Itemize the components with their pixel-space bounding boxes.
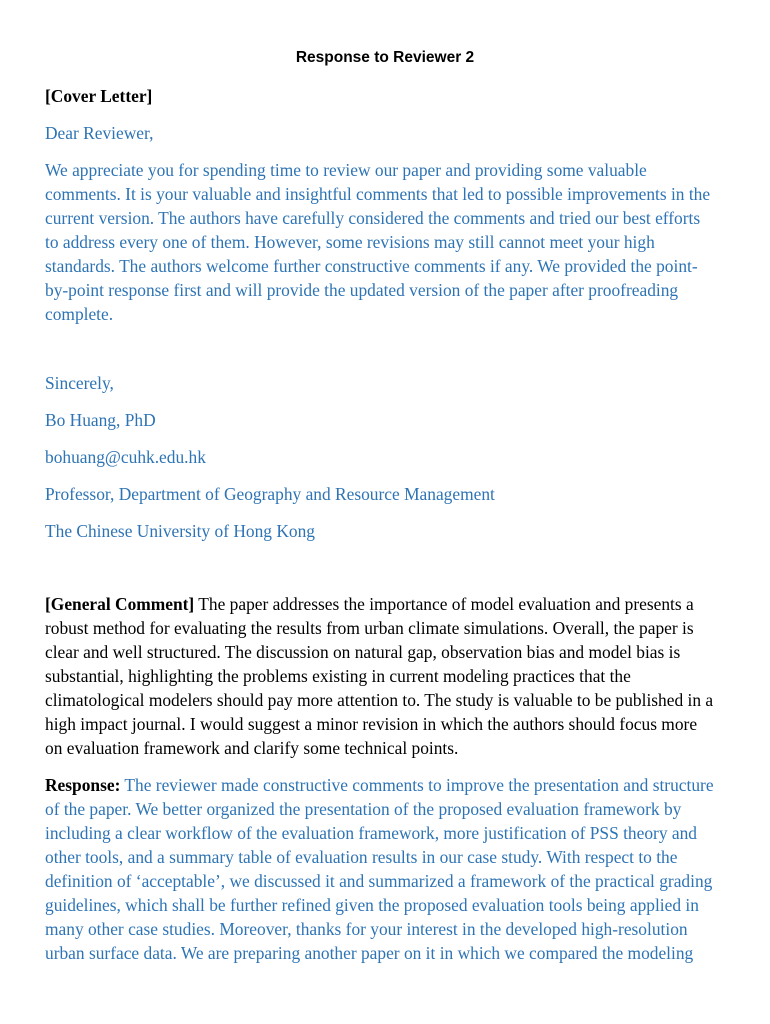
cover-letter-heading: [Cover Letter]	[45, 86, 153, 106]
intro-line: comments. It is your valuable and insightful comments that led to possible improvements in the	[45, 184, 711, 204]
intro-line: We appreciate you for spending time to review our paper and providing some valuable	[45, 160, 647, 180]
response-line: other tools, and a summary table of evaluation results in our case study. With respect to the	[45, 847, 678, 867]
intro-paragraph	[45, 158, 735, 326]
general-comment-line: substantial, highlighting the problems existing in current modeling practices that the	[45, 666, 631, 686]
response	[45, 773, 735, 965]
general-comment-line: on evaluation framework and clarify some technical points.	[45, 738, 459, 758]
response-text: The reviewer made constructive comments to improve the presentation and structure	[120, 775, 714, 795]
general-comment	[45, 592, 735, 760]
general-comment-line	[45, 592, 735, 616]
intro-line: by-point response first and will provide the updated version of the paper after proofreading	[45, 280, 679, 300]
general-comment-text: The paper addresses the importance of model evaluation and presents a	[194, 594, 694, 614]
response-line: of the paper. We better organized the presentation of the proposed evaluation framework by	[45, 799, 682, 819]
response-line	[45, 773, 735, 797]
general-comment-line: high impact journal. I would suggest a minor revision in which the authors should focus more	[45, 714, 698, 734]
signature-position: Professor, Department of Geography and Resource Management	[45, 484, 495, 504]
general-comment-line: climatological modelers should pay more attention to. The study is valuable to be published in a	[45, 690, 714, 710]
signature-email: bohuang@cuhk.edu.hk	[45, 447, 206, 467]
intro-line: complete.	[45, 304, 114, 324]
general-comment-line: robust method for evaluating the results from urban climate simulations. Overall, the paper is	[45, 618, 694, 638]
response-line: including a clear workflow of the evaluation framework, more justification of PSS theory and	[45, 823, 697, 843]
response-label: Response:	[45, 775, 121, 795]
salutation: Dear Reviewer,	[45, 123, 154, 143]
page-title: Response to Reviewer 2	[295, 49, 475, 66]
response-line: urban surface data. We are preparing another paper on it in which we compared the modeling	[45, 943, 694, 963]
general-comment-label: [General Comment]	[45, 594, 195, 614]
intro-line: current version. The authors have carefully considered the comments and tried our best efforts	[45, 208, 701, 228]
general-comment-line: clear and well structured. The discussion on natural gap, observation bias and model bias is	[45, 642, 681, 662]
response-line: many other case studies. Moreover, thanks for your interest in the developed high-resolution	[45, 919, 688, 939]
signature-name: Bo Huang, PhD	[45, 410, 156, 430]
intro-line: standards. The authors welcome further constructive comments if any. We provided the point-	[45, 256, 698, 276]
signature-institution: The Chinese University of Hong Kong	[45, 521, 315, 541]
response-line: definition of ‘acceptable’, we discussed it and summarized a framework of the practical grading	[45, 871, 713, 891]
response-line: guidelines, which shall be further refined given the proposed evaluation tools being applied in	[45, 895, 699, 915]
intro-line: to address every one of them. However, some revisions may still cannot meet your high	[45, 232, 655, 252]
closing: Sincerely,	[45, 373, 114, 393]
